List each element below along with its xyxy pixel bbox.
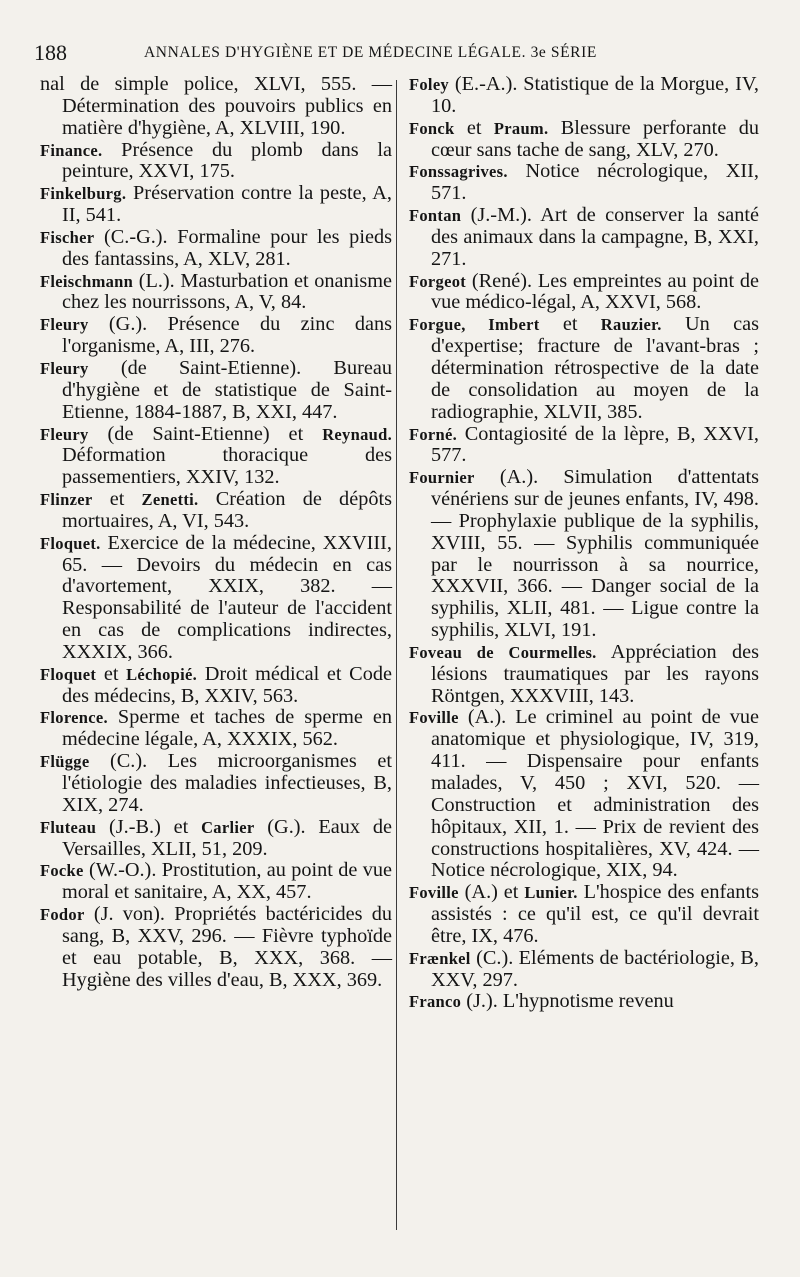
entry-text: (J. von). Propriétés bactéricides du sang, B, XXV, 296. — Fièvre typhoïde et eau potable, B, XXX, 368. — Hygiène des villes d'eau, B, XXX, 369. xyxy=(62,903,392,991)
entry-author: Zenetti. xyxy=(141,490,199,510)
entry-author: Carlier xyxy=(201,817,255,837)
entry-author: Fleischmann xyxy=(40,271,134,291)
entry-author: Finance. xyxy=(40,140,103,160)
index-entry xyxy=(40,358,392,424)
entry-author: Forgue, Imbert xyxy=(409,315,540,335)
entry-text: et xyxy=(466,116,482,139)
right-column xyxy=(409,74,759,1013)
entry-author: Reynaud. xyxy=(322,424,392,444)
entry-author: Rauzier. xyxy=(600,315,662,335)
index-entry xyxy=(409,74,759,118)
entry-author: Fleury xyxy=(40,315,89,335)
entry-author: Fournier xyxy=(409,468,475,488)
entry-text: Déformation thoracique des passementiers, XXIV, 132. xyxy=(62,444,392,489)
entry-author: Focke xyxy=(40,861,84,881)
index-entry xyxy=(40,707,392,751)
entry-text: Appréciation des lésions traumatiques par les rayons Röntgen, XXXVIII, 143. xyxy=(431,640,760,707)
index-entry xyxy=(409,948,759,992)
entry-author: Fodor xyxy=(40,905,85,925)
entry-text: (J.-B.) et xyxy=(109,815,189,838)
entry-text: et xyxy=(103,662,119,685)
index-entry xyxy=(409,882,759,948)
entry-author: Foveau de Courmelles. xyxy=(409,642,597,662)
page-number: 188 xyxy=(34,40,67,65)
entry-text: (René). Les empreintes au point de vue médico-légal, A, XXVI, 568. xyxy=(431,269,759,314)
entry-text: L'hospice des enfants assistés : ce qu'il est, ce qu'il devrait être, IX, 476. xyxy=(431,881,759,947)
entry-text: (J.-M.). Art de conserver la santé des animaux dans la campagne, B, XXI, 271. xyxy=(431,204,759,270)
entry-text: Droit médical et Code des médecins, B, XXIV, 563. xyxy=(62,662,392,707)
entry-author: Flinzer xyxy=(40,490,93,510)
column-divider xyxy=(396,80,397,1230)
index-entry xyxy=(40,904,392,991)
entry-text: Présence du plomb dans la peinture, XXVI, 175. xyxy=(62,138,393,183)
entry-text: (C.-G.). Formaline pour les pieds des fantassins, A, XLV, 281. xyxy=(62,225,392,270)
entry-author: Fleury xyxy=(40,358,89,378)
entry-author: Foville xyxy=(409,883,459,903)
entry-text: nal de simple police, XLVI, 555. — Détermination des pouvoirs publics en matière d'hygiène, A, XLVIII, 190. xyxy=(40,73,392,139)
entry-text: (de Saint-Etienne) et xyxy=(107,422,304,445)
index-entry xyxy=(40,183,392,227)
entry-author: Fonssagrives. xyxy=(409,162,508,182)
entry-author: Fonck xyxy=(409,118,455,138)
entry-text: (C.). Eléments de bactériologie, B, XXV, 297. xyxy=(431,946,759,991)
entry-author: Forgeot xyxy=(409,271,467,291)
entry-author: Léchopié. xyxy=(126,664,198,684)
entry-author: Finkelburg. xyxy=(40,184,127,204)
index-entry xyxy=(409,161,759,205)
entry-text: Un cas d'expertise; fracture de l'avant-bras ; détermination rétrospective de la date de consolidation au moyen de la radiographie, XLVII, 385. xyxy=(431,313,759,423)
entry-text: (A.). Le criminel au point de vue anatomique et physiologique, IV, 319, 411. — Dispensaire pour enfants malades, V, 450 ; XVI, 520. — Construction et administration des hôpitaux, XII, 1. — Prix de revient des constructions hospitalières, XV, 424. — Notice nécrologique, XIX, 94. xyxy=(431,706,759,882)
entry-author: Florence. xyxy=(40,708,108,728)
entry-text: (C.). Les microorganismes et l'étiologie des maladies infectieuses, B, XIX, 274. xyxy=(62,750,392,816)
index-entry xyxy=(40,751,392,817)
index-entry xyxy=(40,140,392,184)
entry-text: Création de dépôts mortuaires, A, VI, 543. xyxy=(62,488,393,532)
entry-author: Praum. xyxy=(493,118,549,138)
index-entry xyxy=(409,424,759,468)
index-entry xyxy=(40,271,392,315)
entry-author: Foley xyxy=(409,75,449,94)
index-entry xyxy=(40,314,392,358)
index-entry xyxy=(409,271,759,315)
index-entry xyxy=(40,489,392,533)
entry-text: (L.). Masturbation et onanisme chez les nourrissons, A, V, 84. xyxy=(62,269,392,314)
index-entry xyxy=(409,118,759,162)
entry-text: (A.) et xyxy=(464,881,519,904)
entry-author: Foville xyxy=(409,708,459,728)
entry-text: (J.). L'hypnotisme revenu xyxy=(466,990,674,1013)
index-entry xyxy=(40,74,392,140)
entry-author: Frænkel xyxy=(409,948,471,968)
entry-text: (E.-A.). Statistique de la Morgue, IV, 10. xyxy=(431,73,759,117)
entry-text: (A.). Simulation d'attentats vénériens sur de jeunes enfants, IV, 498. — Prophylaxie publique de la syphilis, XVIII, 55. — Syphilis communiquée par le nourrisson à sa nourrice, XXXVII, 366. — Danger social de la syphilis, XLII, 481. — Ligue contre la syphilis, XLVI, 191. xyxy=(431,466,760,642)
entry-author: Flügge xyxy=(40,752,90,772)
running-title: ANNALES D'HYGIÈNE ET DE MÉDECINE LÉGALE. 3e SÉRIE xyxy=(144,44,597,61)
entry-text: (W.-O.). Prostitution, au point de vue moral et sanitaire, A, XX, 457. xyxy=(62,859,392,904)
entry-text: (G.). Présence du zinc dans l'organisme, A, III, 276. xyxy=(62,313,392,358)
index-entry xyxy=(40,860,392,904)
entry-text: Exercice de la médecine, XXVIII, 65. — Devoirs du médecin en cas d'avortement, XXIX, 382. — Responsabilité de l'auteur de l'accident en cas de complications indirectes, XXXIX, 366. xyxy=(62,531,392,663)
entry-author: Fleury xyxy=(40,424,89,444)
entry-text: Contagiosité de la lèpre, B, XXVI, 577. xyxy=(431,422,759,467)
index-entry xyxy=(40,664,392,708)
entry-text: Notice nécrologique, XII, 571. xyxy=(431,160,759,205)
entry-author: Fluteau xyxy=(40,817,97,837)
entry-author: Floquet. xyxy=(40,533,101,553)
index-entry xyxy=(409,707,759,882)
entry-text: Préservation contre la peste, A, II, 541. xyxy=(62,182,393,227)
entry-text: et xyxy=(562,313,578,336)
entry-author: Franco xyxy=(409,992,462,1012)
index-entry xyxy=(40,227,392,271)
entry-text: (de Saint-Etienne). Bureau d'hygiène et de statistique de Saint-Etienne, 1884-1887, B, XXI, 447. xyxy=(62,356,392,423)
index-entry xyxy=(40,533,392,664)
page-header xyxy=(34,40,770,70)
entry-author: Fontan xyxy=(409,206,462,226)
entry-author: Floquet xyxy=(40,664,97,684)
index-entry xyxy=(409,991,759,1013)
index-entry xyxy=(40,817,392,861)
entry-author: Forné. xyxy=(409,424,458,444)
entry-text: (G.). Eaux de Versailles, XLII, 51, 209. xyxy=(62,815,393,860)
index-entry xyxy=(409,314,759,423)
index-entry xyxy=(409,642,759,708)
entry-text: Sperme et taches de sperme en médecine légale, A, XXXIX, 562. xyxy=(62,706,392,751)
index-entry xyxy=(409,205,759,271)
entry-text: Blessure perforante du cœur sans tache de sang, XLV, 270. xyxy=(431,116,759,161)
left-column xyxy=(40,74,392,991)
entry-author: Fischer xyxy=(40,227,95,247)
index-entry xyxy=(40,424,392,490)
entry-text: et xyxy=(109,488,125,511)
index-entry xyxy=(409,467,759,642)
entry-author: Lunier. xyxy=(524,883,578,903)
